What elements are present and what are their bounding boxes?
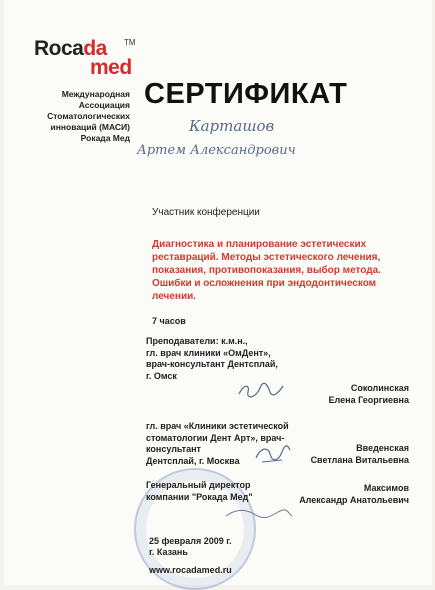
- certificate-title: СЕРТИФИКАТ: [144, 78, 348, 110]
- logo-word1-part1: Roca: [34, 37, 84, 60]
- conference-topic: Диагностика и планирование эстетических реставраций. Методы эстетического лечения, показания, противопоказания, выбор метода. Ошибки и осложнения при эндодонтическом лечении.: [152, 239, 381, 302]
- director-signature: [224, 502, 294, 528]
- teacher1-signature: [236, 380, 286, 402]
- issue-date: 25 февраля 2009 г. г. Казань: [149, 536, 232, 557]
- rocadamed-logo: [34, 38, 134, 82]
- director-title: Генеральный директор компании "Рокада Мед": [146, 480, 253, 502]
- teacher2-credentials: гл. врач «Клиники эстетической стоматологии Дент Арт», врач-консультант Дентсплай, г. Москва: [146, 421, 289, 466]
- handwritten-surname: Карташов: [189, 117, 275, 135]
- certificate-sheet: [4, 0, 432, 585]
- logo-word2: med: [90, 56, 132, 79]
- participant-label: Участник конференции: [152, 207, 260, 218]
- teacher2-name: Введенская Светлана Витальевна: [310, 443, 409, 465]
- teacher1-name: Соколинская Елена Георгиевна: [328, 383, 409, 405]
- director-name: Максимов Александр Анатольевич: [299, 483, 409, 505]
- handwritten-name: Артем Александрович: [137, 143, 296, 158]
- organization-name: Международная Ассоциация Стоматологических инноваций (МАСИ) Рокада Мед: [47, 89, 130, 143]
- hours-label: 7 часов: [152, 316, 186, 326]
- logo-trademark: TM: [124, 38, 136, 47]
- logo-word1-part2: da: [83, 37, 107, 60]
- teacher1-credentials: Преподаватели: к.м.н., гл. врач клиники «ОмДент», врач-консультант Дентсплай, г. Омск: [146, 336, 278, 381]
- teacher2-signature: [252, 442, 292, 466]
- website-url: www.rocadamed.ru: [149, 565, 232, 575]
